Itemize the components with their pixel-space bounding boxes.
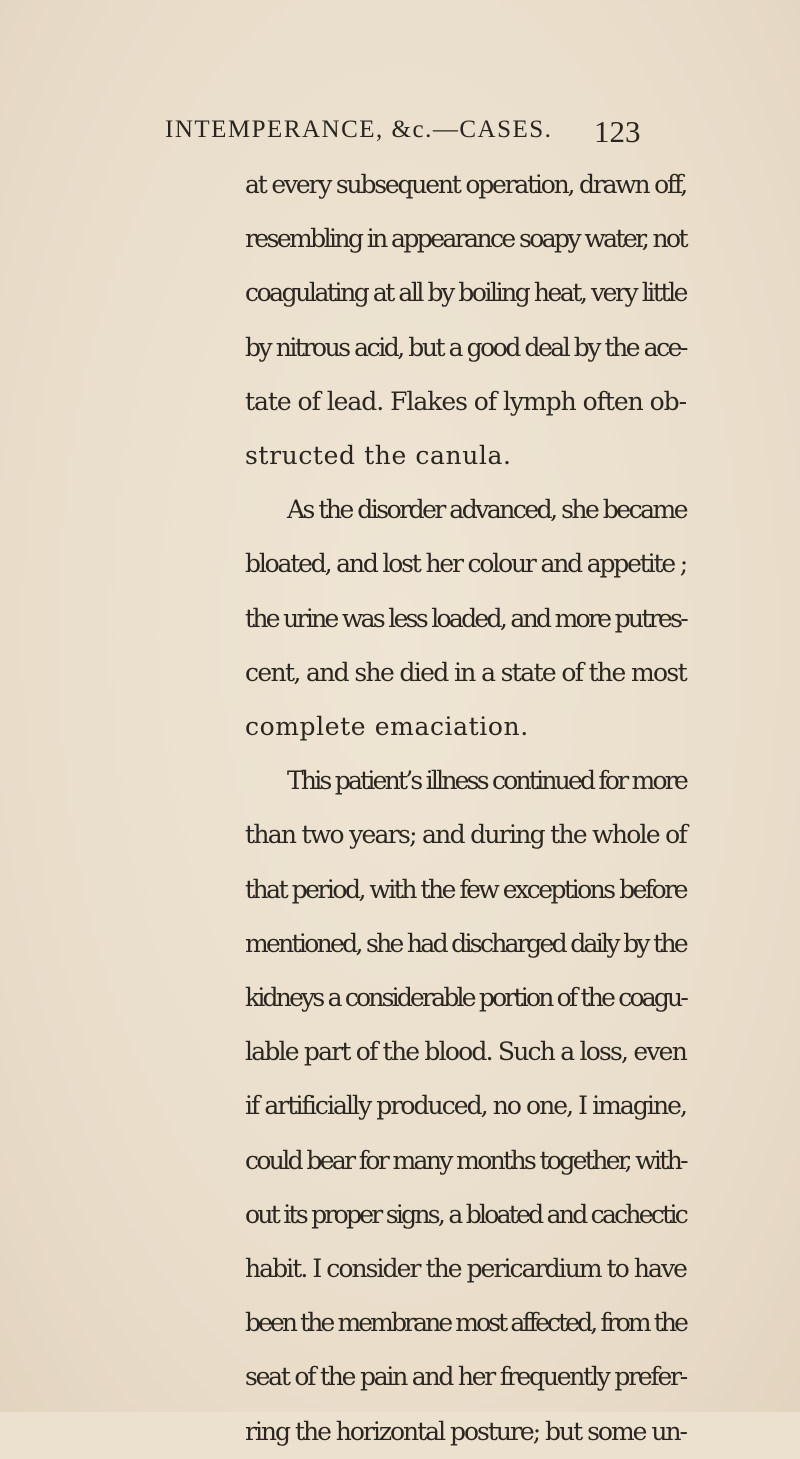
text-line: at every subsequent operation, drawn off, (245, 170, 686, 199)
text-line: complete emaciation. (245, 712, 529, 741)
text-line: structed the canula. (245, 441, 512, 470)
text-line: ring the horizontal posture; but some un- (245, 1416, 686, 1446)
text-line: if artificially produced, no one, I imagine, (245, 1091, 686, 1121)
text-line: than two years; and during the whole of (245, 820, 686, 850)
text-line: habit. I consider the pericardium to have (245, 1254, 686, 1283)
text-line: This patient’s illness continued for more (287, 766, 686, 796)
text-line: kidneys a considerable portion of the coagu- (245, 983, 686, 1012)
text-line: the urine was less loaded, and more putres- (245, 603, 686, 633)
text-line: lable part of the blood. Such a loss, even (245, 1037, 686, 1067)
text-line: seat of the pain and her frequently prefer- (245, 1362, 686, 1392)
text-line: by nitrous acid, but a good deal by the ace- (245, 332, 686, 362)
text-line: cent, and she died in a state of the most (245, 657, 687, 687)
text-line: coagulating at all by boiling heat, very little (245, 278, 686, 308)
text-line: out its proper signs, a bloated and cachectic (245, 1199, 686, 1229)
text-line: As the disorder advanced, she became (287, 495, 686, 525)
page-number: 123 (594, 114, 641, 149)
text-line: tate of lead. Flakes of lymph often ob- (245, 386, 686, 416)
text-line: resembling in appearance soapy water, not (245, 224, 686, 254)
running-head: INTEMPERANCE, &c.—CASES. (165, 116, 553, 143)
text-line: bloated, and lost her colour and appetite ; (245, 549, 686, 579)
page-header (0, 112, 800, 152)
text-line: could bear for many months together, with- (245, 1145, 686, 1175)
text-line: mentioned, she had discharged daily by the (245, 928, 686, 958)
text-line: been the membrane most affected, from the (245, 1308, 686, 1338)
text-line: that period, with the few exceptions before (245, 874, 686, 904)
